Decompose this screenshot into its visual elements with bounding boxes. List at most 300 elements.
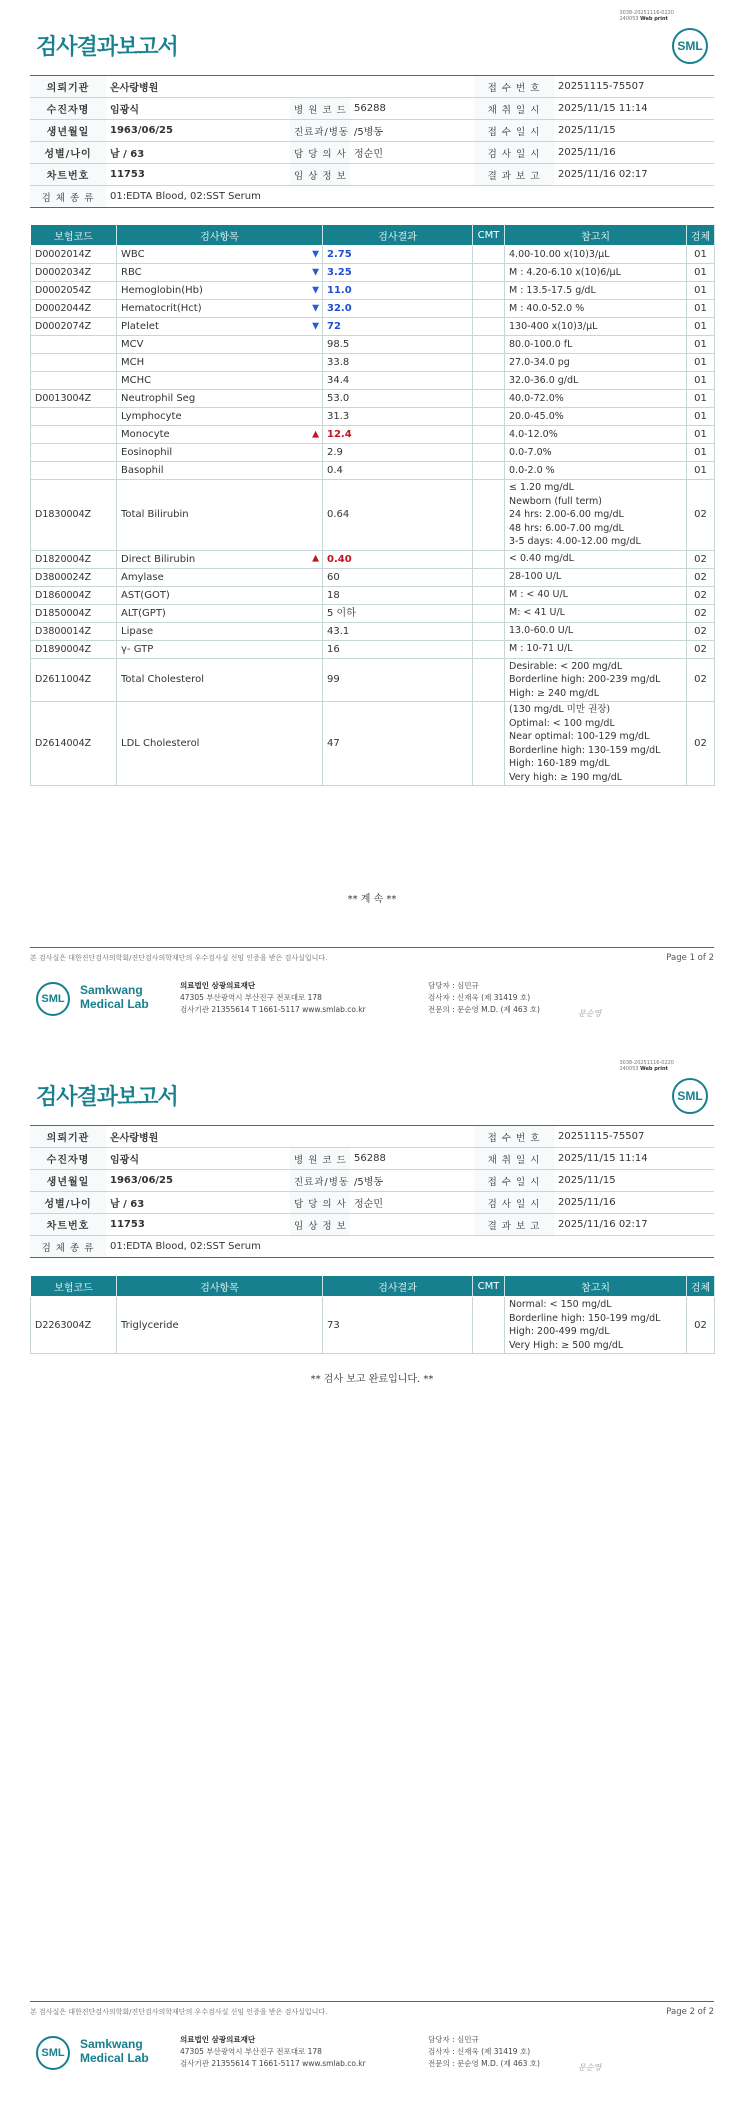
- footer-address: [180, 2034, 366, 2070]
- row-item-label: LDL Cholesterol: [121, 738, 200, 749]
- low-flag-icon: ▼: [312, 267, 319, 277]
- col-header-ref: 참고치: [505, 225, 687, 246]
- row-item-label: Lipase: [121, 625, 154, 637]
- row-specimen: 02: [687, 658, 715, 702]
- row-result: 32.0: [323, 300, 473, 318]
- row-result: 3.25: [323, 264, 473, 282]
- row-cmt: [473, 336, 505, 354]
- value-hospital: 온사랑병원: [106, 1126, 290, 1148]
- row-ref: 80.0-100.0 fL: [505, 336, 687, 354]
- page-number: Page 1 of 2: [666, 953, 714, 963]
- row-specimen: 02: [687, 586, 715, 604]
- label-clinical: 임 상 정 보: [290, 164, 350, 186]
- col-header-specimen: 검체: [687, 1276, 715, 1297]
- label-specimen: 검 체 종 류: [30, 186, 106, 208]
- cert-note: 본 검사실은 대한진단검사의학회/진단검사의학재단의 우수검사실 신임 인증을 받은 검사실입니다.: [30, 954, 328, 962]
- result-row: [31, 1297, 715, 1354]
- row-specimen: 01: [687, 354, 715, 372]
- result-row: [31, 444, 715, 462]
- result-row: [31, 246, 715, 264]
- label-sex-age: 성별/나이: [30, 1192, 106, 1214]
- row-item-label: MCV: [121, 339, 144, 350]
- row-item: [117, 336, 323, 354]
- col-header-result: 검사결과: [323, 225, 473, 246]
- row-ref: M : 4.20-6.10 x(10)6/µL: [505, 264, 687, 282]
- row-result: 34.4: [323, 372, 473, 390]
- value-patient: 임광식: [106, 1148, 290, 1170]
- print-code-line2a: 240053: [619, 1066, 639, 1072]
- row-ref: 4.0-12.0%: [505, 426, 687, 444]
- row-result: 72: [323, 318, 473, 336]
- value-doctor: 정순민: [350, 142, 474, 164]
- row-cmt: [473, 246, 505, 264]
- row-item: [117, 282, 323, 300]
- row-ref: 32.0-36.0 g/dL: [505, 372, 687, 390]
- address: 47305 부산광역시 부산진구 전포대로 178: [180, 993, 322, 1002]
- row-item: [117, 444, 323, 462]
- label-report: 결 과 보 고: [474, 1214, 554, 1236]
- value-dob: 1963/06/25: [106, 1170, 290, 1192]
- value-hosp-code: 56288: [350, 1148, 474, 1170]
- value-dept: /5병동: [350, 120, 474, 142]
- footer-address: [180, 980, 366, 1016]
- footer-note: [30, 2001, 714, 2017]
- print-code-line1: 3038-20251116-0220: [619, 10, 674, 16]
- row-item-label: Total Bilirubin: [121, 509, 189, 521]
- value-specimen: 01:EDTA Blood, 02:SST Serum: [106, 186, 714, 208]
- row-item-label: Triglyceride: [121, 1319, 179, 1331]
- contact: 검사기관 21355614 T 1661-5117 www.smlab.co.kr: [180, 2059, 366, 2068]
- row-code: D3800014Z: [31, 622, 117, 640]
- row-specimen: 02: [687, 622, 715, 640]
- row-cmt: [473, 568, 505, 586]
- row-specimen: 01: [687, 444, 715, 462]
- row-cmt: [473, 622, 505, 640]
- brand-line1: Samkwang: [80, 2037, 143, 2051]
- row-specimen: 02: [687, 568, 715, 586]
- row-item-label: WBC: [121, 249, 145, 260]
- row-item-label: Hemoglobin(Hb): [121, 285, 203, 296]
- row-item: [117, 264, 323, 282]
- row-code: D0002074Z: [31, 318, 117, 336]
- row-ref: 13.0-60.0 U/L: [505, 622, 687, 640]
- value-chart: 11753: [106, 164, 290, 186]
- row-item-label: AST(GOT): [121, 589, 170, 601]
- row-item: [117, 604, 323, 622]
- value-patient: 임광식: [106, 98, 290, 120]
- row-cmt: [473, 586, 505, 604]
- row-item-label: Neutrophil Seg: [121, 393, 196, 404]
- print-code: [619, 1060, 674, 1072]
- row-code: [31, 354, 117, 372]
- brand-line2: Medical Lab: [80, 997, 149, 1011]
- row-specimen: 01: [687, 426, 715, 444]
- row-cmt: [473, 408, 505, 426]
- label-dept: 진료과/병동: [290, 1170, 350, 1192]
- result-row: [31, 604, 715, 622]
- row-cmt: [473, 300, 505, 318]
- row-result: 47: [323, 702, 473, 786]
- row-result: 2.9: [323, 444, 473, 462]
- address: 47305 부산광역시 부산진구 전포대로 178: [180, 2047, 322, 2056]
- label-clinical: 임 상 정 보: [290, 1214, 350, 1236]
- row-item: [117, 354, 323, 372]
- row-cmt: [473, 444, 505, 462]
- row-result: 73: [323, 1297, 473, 1354]
- low-flag-icon: ▼: [312, 285, 319, 295]
- print-code: [619, 10, 674, 22]
- row-cmt: [473, 604, 505, 622]
- row-code: D2614004Z: [31, 702, 117, 786]
- result-row: [31, 354, 715, 372]
- row-result: 43.1: [323, 622, 473, 640]
- row-cmt: [473, 426, 505, 444]
- value-test-date: 2025/11/16: [554, 142, 714, 164]
- low-flag-icon: ▼: [312, 321, 319, 331]
- label-patient: 수진자명: [30, 1148, 106, 1170]
- row-item: [117, 462, 323, 480]
- row-specimen: 01: [687, 246, 715, 264]
- row-ref: 0.0-7.0%: [505, 444, 687, 462]
- row-result: 99: [323, 658, 473, 702]
- row-ref: 4.00-10.00 x(10)3/µL: [505, 246, 687, 264]
- report-page-2: [0, 1050, 744, 2104]
- col-header-item: 검사항목: [117, 225, 323, 246]
- row-ref: 0.0-2.0 %: [505, 462, 687, 480]
- value-collect: 2025/11/15 11:14: [554, 98, 714, 120]
- row-cmt: [473, 462, 505, 480]
- row-code: [31, 462, 117, 480]
- row-ref: 27.0-34.0 pg: [505, 354, 687, 372]
- row-ref: Normal: < 150 mg/dL Borderline high: 150-199 mg/dL High: 200-499 mg/dL Very High: ≥ 500 mg/dL: [505, 1297, 687, 1354]
- result-row: [31, 702, 715, 786]
- label-dob: 생년월일: [30, 1170, 106, 1192]
- row-item-label: Eosinophil: [121, 447, 173, 458]
- label-chart: 차트번호: [30, 164, 106, 186]
- label-dob: 생년월일: [30, 120, 106, 142]
- row-result: 33.8: [323, 354, 473, 372]
- label-specimen: 검 체 종 류: [30, 1236, 106, 1258]
- row-result: 60: [323, 568, 473, 586]
- col-header-code: 보험코드: [31, 225, 117, 246]
- footer-brand: [80, 983, 149, 1011]
- col-header-code: 보험코드: [31, 1276, 117, 1297]
- col-header-cmt: CMT: [473, 1276, 505, 1297]
- row-item: [117, 622, 323, 640]
- label-chart: 차트번호: [30, 1214, 106, 1236]
- value-receipt-no: 20251115-75507: [554, 1126, 714, 1148]
- value-dept: /5병동: [350, 1170, 474, 1192]
- result-row: [31, 568, 715, 586]
- row-cmt: [473, 390, 505, 408]
- row-specimen: 01: [687, 390, 715, 408]
- signature: 문순영: [578, 1009, 602, 1018]
- result-row: [31, 462, 715, 480]
- contact: 검사기관 21355614 T 1661-5117 www.smlab.co.kr: [180, 1005, 366, 1014]
- row-cmt: [473, 264, 505, 282]
- result-row: [31, 658, 715, 702]
- row-item-label: Total Cholesterol: [121, 674, 204, 686]
- row-cmt: [473, 480, 505, 551]
- row-code: [31, 372, 117, 390]
- value-test-date: 2025/11/16: [554, 1192, 714, 1214]
- row-result: 18: [323, 586, 473, 604]
- col-header-item: 검사항목: [117, 1276, 323, 1297]
- row-result: 0.4: [323, 462, 473, 480]
- patient-info-table: [30, 75, 714, 208]
- row-item: [117, 1297, 323, 1354]
- footer-note: [30, 947, 714, 963]
- sml-logo: SML: [672, 1078, 708, 1114]
- results-table-page-1: [30, 224, 715, 786]
- staff-3: 전문의 : 문순영 M.D. (제 463 호): [428, 1005, 540, 1014]
- row-result: 11.0: [323, 282, 473, 300]
- row-ref: (130 mg/dL 미만 권장) Optimal: < 100 mg/dL Near optimal: 100-129 mg/dL Borderline high: 130-159 mg/dL High: 160-189 mg/dL Very high: ≥ 190 mg/dL: [505, 702, 687, 786]
- row-ref: M: < 41 U/L: [505, 604, 687, 622]
- brand-line2: Medical Lab: [80, 2051, 149, 2065]
- value-sex-age: 남 / 63: [106, 1192, 290, 1214]
- row-code: D1890004Z: [31, 640, 117, 658]
- row-item-label: MCHC: [121, 375, 152, 386]
- high-flag-icon: ▲: [312, 553, 319, 564]
- row-specimen: 01: [687, 408, 715, 426]
- row-result: 5 이하: [323, 604, 473, 622]
- low-flag-icon: ▼: [312, 249, 319, 259]
- label-hosp-code: 병 원 코 드: [290, 1148, 350, 1170]
- row-result: 98.5: [323, 336, 473, 354]
- value-report: 2025/11/16 02:17: [554, 164, 714, 186]
- label-patient: 수진자명: [30, 98, 106, 120]
- row-code: D3800024Z: [31, 568, 117, 586]
- row-cmt: [473, 550, 505, 568]
- row-cmt: [473, 282, 505, 300]
- row-code: [31, 408, 117, 426]
- row-item: [117, 300, 323, 318]
- row-item: [117, 550, 323, 568]
- label-report: 결 과 보 고: [474, 164, 554, 186]
- row-cmt: [473, 702, 505, 786]
- org-name: 의료법인 삼광의료재단: [180, 981, 256, 990]
- result-row: [31, 586, 715, 604]
- row-cmt: [473, 354, 505, 372]
- row-ref: 28-100 U/L: [505, 568, 687, 586]
- report-page-1: [0, 0, 744, 1050]
- low-flag-icon: ▼: [312, 303, 319, 313]
- value-receipt-date: 2025/11/15: [554, 1170, 714, 1192]
- row-specimen: 01: [687, 318, 715, 336]
- sml-logo: SML: [672, 28, 708, 64]
- row-cmt: [473, 658, 505, 702]
- row-code: D1860004Z: [31, 586, 117, 604]
- complete-note: ** 검사 보고 완료입니다. **: [310, 1374, 434, 1385]
- footer-staff: [428, 2034, 540, 2070]
- label-receipt-no: 접 수 번 호: [474, 76, 554, 98]
- row-code: D2611004Z: [31, 658, 117, 702]
- row-item-label: ALT(GPT): [121, 607, 166, 619]
- row-cmt: [473, 640, 505, 658]
- row-item: [117, 480, 323, 551]
- row-item-label: MCH: [121, 357, 145, 368]
- row-ref: M : 40.0-52.0 %: [505, 300, 687, 318]
- row-code: D1850004Z: [31, 604, 117, 622]
- result-row: [31, 408, 715, 426]
- result-row: [31, 282, 715, 300]
- value-hosp-code: 56288: [350, 98, 474, 120]
- staff-2: 검사자 : 신재욱 (제 31419 호): [428, 993, 531, 1002]
- value-collect: 2025/11/15 11:14: [554, 1148, 714, 1170]
- row-result: 16: [323, 640, 473, 658]
- row-specimen: 02: [687, 480, 715, 551]
- result-row: [31, 480, 715, 551]
- row-specimen: 02: [687, 604, 715, 622]
- row-code: D2263004Z: [31, 1297, 117, 1354]
- label-doctor: 담 당 의 사: [290, 142, 350, 164]
- row-result: 0.64: [323, 480, 473, 551]
- value-hospital: 온사랑병원: [106, 76, 290, 98]
- result-row: [31, 390, 715, 408]
- row-cmt: [473, 318, 505, 336]
- row-item-label: Platelet: [121, 321, 159, 332]
- print-code-line2b: Web print: [640, 1066, 668, 1072]
- label-receipt-date: 접 수 일 시: [474, 1170, 554, 1192]
- row-code: D1830004Z: [31, 480, 117, 551]
- row-ref: M : < 40 U/L: [505, 586, 687, 604]
- row-ref: Desirable: < 200 mg/dL Borderline high: 200-239 mg/dL High: ≥ 240 mg/dL: [505, 658, 687, 702]
- row-ref: 40.0-72.0%: [505, 390, 687, 408]
- row-specimen: 01: [687, 282, 715, 300]
- row-item: [117, 390, 323, 408]
- row-code: D0002034Z: [31, 264, 117, 282]
- row-specimen: 01: [687, 300, 715, 318]
- value-dob: 1963/06/25: [106, 120, 290, 142]
- value-doctor: 정순민: [350, 1192, 474, 1214]
- row-item-label: Lymphocyte: [121, 411, 182, 422]
- staff-1: 담당자 : 심민규: [428, 981, 479, 990]
- col-header-specimen: 검체: [687, 225, 715, 246]
- high-flag-icon: ▲: [312, 429, 319, 439]
- label-hospital: 의뢰기관: [30, 76, 106, 98]
- row-ref: < 0.40 mg/dL: [505, 550, 687, 568]
- col-header-result: 검사결과: [323, 1276, 473, 1297]
- result-row: [31, 372, 715, 390]
- print-code-line1: 3038-20251116-0220: [619, 1060, 674, 1066]
- row-code: D0002054Z: [31, 282, 117, 300]
- row-specimen: 02: [687, 550, 715, 568]
- label-dept: 진료과/병동: [290, 120, 350, 142]
- row-item: [117, 408, 323, 426]
- label-receipt-date: 접 수 일 시: [474, 120, 554, 142]
- row-item: [117, 702, 323, 786]
- label-test-date: 검 사 일 시: [474, 1192, 554, 1214]
- result-row: [31, 640, 715, 658]
- row-result: 2.75: [323, 246, 473, 264]
- result-row: [31, 336, 715, 354]
- row-item-label: Hematocrit(Hct): [121, 303, 202, 314]
- row-cmt: [473, 372, 505, 390]
- label-test-date: 검 사 일 시: [474, 142, 554, 164]
- row-result: 0.40: [323, 550, 473, 568]
- staff-1: 담당자 : 심민규: [428, 2035, 479, 2044]
- label-receipt-no: 접 수 번 호: [474, 1126, 554, 1148]
- value-sex-age: 남 / 63: [106, 142, 290, 164]
- result-row: [31, 300, 715, 318]
- label-collect: 채 취 일 시: [474, 98, 554, 120]
- row-code: D0002044Z: [31, 300, 117, 318]
- row-specimen: 02: [687, 702, 715, 786]
- row-item-label: Basophil: [121, 465, 164, 476]
- value-chart: 11753: [106, 1214, 290, 1236]
- label-doctor: 담 당 의 사: [290, 1192, 350, 1214]
- row-item: [117, 586, 323, 604]
- row-result: 53.0: [323, 390, 473, 408]
- label-collect: 채 취 일 시: [474, 1148, 554, 1170]
- brand-line1: Samkwang: [80, 983, 143, 997]
- row-item: [117, 426, 323, 444]
- row-specimen: 01: [687, 462, 715, 480]
- row-item: [117, 246, 323, 264]
- footer-staff: [428, 980, 540, 1016]
- col-header-ref: 참고치: [505, 1276, 687, 1297]
- row-item-label: Amylase: [121, 571, 164, 583]
- col-header-cmt: CMT: [473, 225, 505, 246]
- row-code: D1820004Z: [31, 550, 117, 568]
- value-receipt-no: 20251115-75507: [554, 76, 714, 98]
- results-table-page-2: [30, 1275, 715, 1354]
- result-row: [31, 622, 715, 640]
- result-row: [31, 550, 715, 568]
- row-item-label: Direct Bilirubin: [121, 553, 196, 565]
- row-item-label: RBC: [121, 267, 142, 278]
- print-code-line2a: 240053: [619, 16, 639, 22]
- row-specimen: 01: [687, 264, 715, 282]
- footer-sml-logo: SML: [36, 2036, 70, 2070]
- value-report: 2025/11/16 02:17: [554, 1214, 714, 1236]
- row-code: [31, 336, 117, 354]
- row-code: [31, 426, 117, 444]
- row-specimen: 02: [687, 640, 715, 658]
- row-item: [117, 568, 323, 586]
- org-name: 의료법인 삼광의료재단: [180, 2035, 256, 2044]
- row-specimen: 01: [687, 372, 715, 390]
- row-ref: M : 10-71 U/L: [505, 640, 687, 658]
- row-item-label: γ- GTP: [121, 643, 154, 655]
- cert-note: 본 검사실은 대한진단검사의학회/진단검사의학재단의 우수검사실 신임 인증을 받은 검사실입니다.: [30, 2008, 328, 2016]
- row-item: [117, 640, 323, 658]
- value-receipt-date: 2025/11/15: [554, 120, 714, 142]
- patient-info-table: [30, 1125, 714, 1258]
- row-item: [117, 658, 323, 702]
- result-row: [31, 264, 715, 282]
- row-ref: 20.0-45.0%: [505, 408, 687, 426]
- continue-note: ** 계 속 **: [347, 894, 397, 905]
- row-item: [117, 318, 323, 336]
- page-title: 검사결과보고서: [36, 35, 178, 60]
- row-cmt: [473, 1297, 505, 1354]
- row-result: 12.4: [323, 426, 473, 444]
- row-item-label: Monocyte: [121, 429, 170, 440]
- label-sex-age: 성별/나이: [30, 142, 106, 164]
- signature: 문순영: [578, 2063, 602, 2072]
- page-number: Page 2 of 2: [666, 2007, 714, 2017]
- staff-2: 검사자 : 신재욱 (제 31419 호): [428, 2047, 531, 2056]
- row-ref: ≤ 1.20 mg/dL Newborn (full term) 24 hrs: 2.00-6.00 mg/dL 48 hrs: 6.00-7.00 mg/dL 3-5 days: 4.00-12.00 mg/dL: [505, 480, 687, 551]
- value-clinical: [350, 1214, 474, 1236]
- page-title: 검사결과보고서: [36, 1085, 178, 1110]
- value-clinical: [350, 164, 474, 186]
- result-row: [31, 426, 715, 444]
- label-hospital: 의뢰기관: [30, 1126, 106, 1148]
- footer-sml-logo: SML: [36, 982, 70, 1016]
